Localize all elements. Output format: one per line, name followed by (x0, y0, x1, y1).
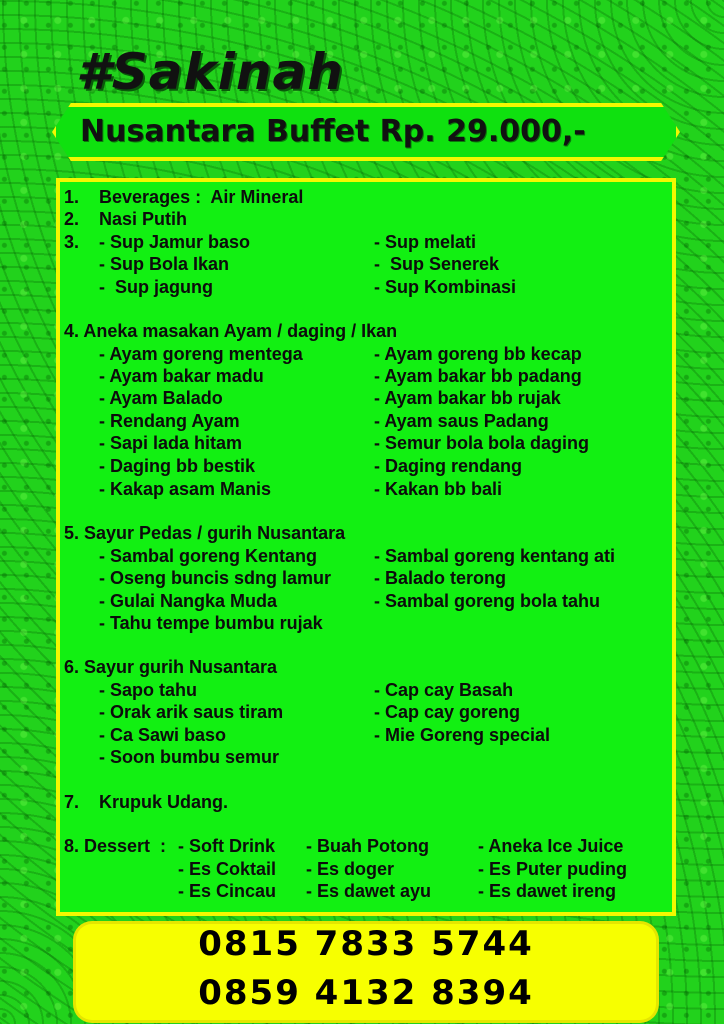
menu-item: - Es dawet ireng (478, 881, 617, 901)
menu-section-2: 2. Nasi Putih (64, 209, 188, 229)
menu-item: - Cap cay goreng (374, 702, 521, 722)
menu-item: - Sup Jamur baso (99, 232, 251, 252)
menu-item: - Sup Senerek (374, 254, 500, 274)
menu-item: - Ayam goreng bb kecap (374, 344, 582, 364)
menu-item: - Daging rendang (374, 456, 522, 476)
menu-item: - Ayam bakar madu (99, 366, 264, 386)
menu-item: - Ayam goreng mentega (99, 344, 303, 364)
menu-item: - Sambal goreng kentang ati (374, 546, 616, 566)
menu-item: - Sup Bola Ikan (99, 254, 230, 274)
menu-item: - Tahu tempe bumbu rujak (99, 613, 323, 633)
menu-item: - Ca Sawi baso (99, 725, 227, 745)
menu-section-7: 7. Krupuk Udang. (64, 792, 229, 812)
menu-section-5-heading: 5. Sayur Pedas / gurih Nusantara (64, 523, 346, 543)
menu-section-1: 1. Beverages : Air Mineral (64, 187, 304, 207)
menu-item: - Es Puter puding (478, 859, 628, 879)
menu-item: - Orak arik saus tiram (99, 702, 284, 722)
menu-item: - Gulai Nangka Muda (99, 591, 278, 611)
menu-item: - Daging bb bestik (99, 456, 256, 476)
phone-number-1: 0815 7833 5744 (198, 924, 534, 964)
menu-item: - Sapo tahu (99, 680, 197, 700)
menu-item: - Oseng buncis sdng lamur (99, 568, 332, 588)
menu-item: - Ayam bakar bb rujak (374, 388, 561, 408)
menu-item: - Soft Drink (178, 836, 275, 856)
menu-item: - Semur bola bola daging (374, 433, 590, 453)
menu-item: - Sambal goreng bola tahu (374, 591, 601, 611)
menu-item: - Buah Potong (306, 836, 429, 856)
menu-item: - Es Cincau (178, 881, 277, 901)
brand-logo-text: #Sakinah (76, 43, 344, 101)
menu-item: - Sambal goreng Kentang (99, 546, 318, 566)
menu-section-6-heading: 6. Sayur gurih Nusantara (64, 657, 278, 677)
menu-item: - Cap cay Basah (374, 680, 514, 700)
menu-section-4-heading: 4. Aneka masakan Ayam / daging / Ikan (64, 321, 398, 341)
menu-item: - Soon bumbu semur (99, 747, 279, 767)
menu-item: - Aneka Ice Juice (478, 836, 624, 856)
menu-item: - Sup melati (374, 232, 477, 252)
menu-item: - Balado terong (374, 568, 507, 588)
menu-item: - Ayam saus Padang (374, 411, 549, 431)
menu-item: - Ayam bakar bb padang (374, 366, 582, 386)
menu-item: - Sup Kombinasi (374, 277, 517, 297)
menu-section-8-heading: 8. Dessert : (64, 836, 167, 856)
menu-section-3-number: 3. (64, 232, 80, 252)
menu-item: - Es dawet ayu (306, 881, 432, 901)
phone-number-2: 0859 4132 8394 (198, 973, 534, 1013)
menu-item: - Ayam Balado (99, 388, 223, 408)
menu-item: - Sup jagung (99, 277, 213, 297)
menu-item: - Rendang Ayam (99, 411, 240, 431)
menu-item: - Es Coktail (178, 859, 277, 879)
menu-item: - Kakan bb bali (374, 479, 503, 499)
buffet-title: Nusantara Buffet Rp. 29.000,- (80, 114, 586, 149)
menu-item: - Mie Goreng special (374, 725, 551, 745)
menu-item: - Es doger (306, 859, 395, 879)
menu-item: - Sapi lada hitam (99, 433, 243, 453)
menu-item: - Kakap asam Manis (99, 479, 272, 499)
